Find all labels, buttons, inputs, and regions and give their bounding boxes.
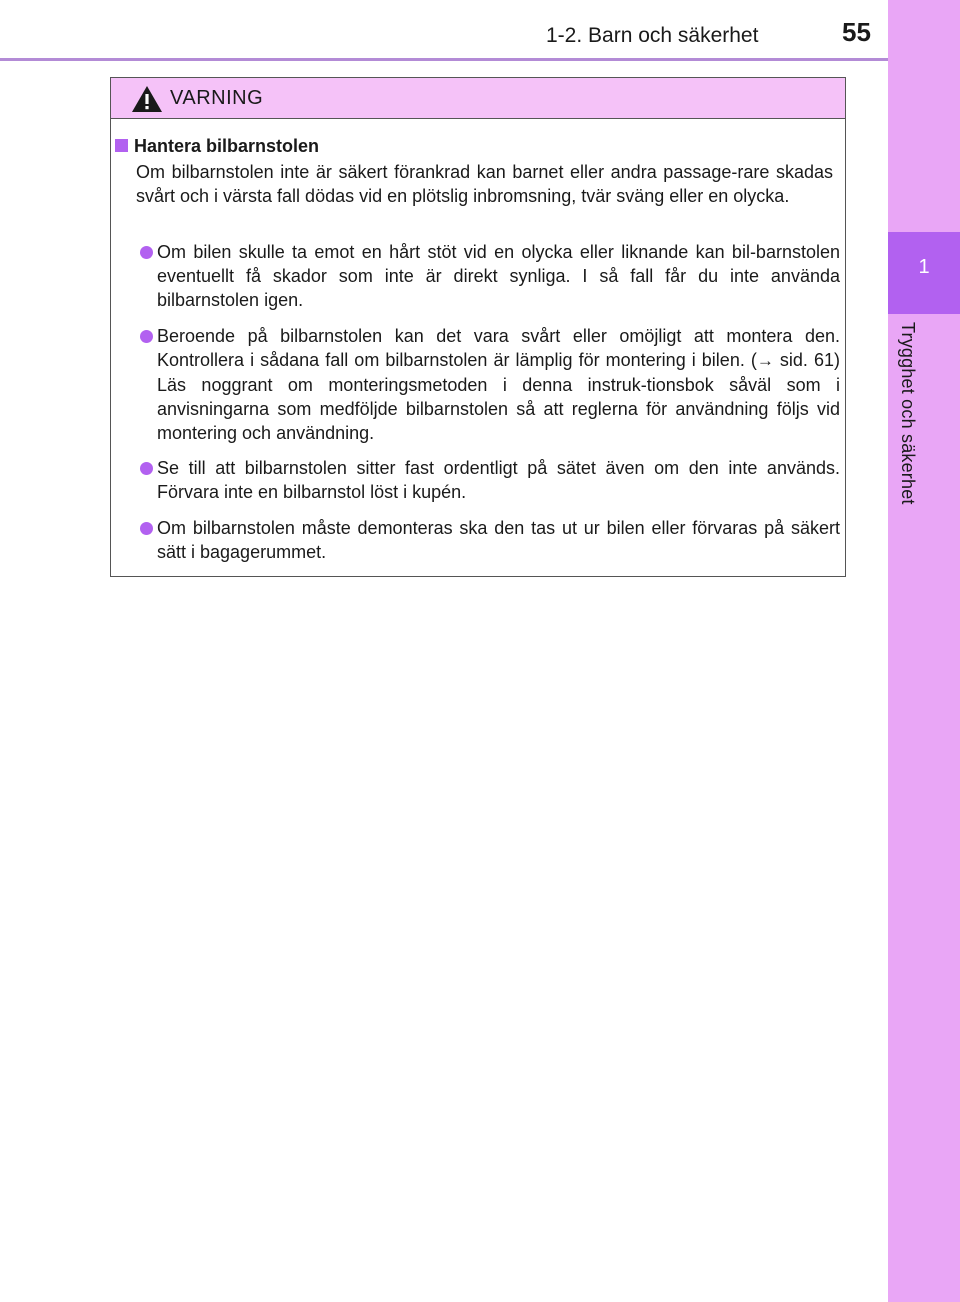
circle-bullet-icon	[140, 246, 153, 259]
circle-bullet-icon	[140, 330, 153, 343]
list-item-text: Se till att bilbarnstolen sitter fast ordentligt på sätet även om den inte används. Förvara inte en bilbarnstol löst i kupén.	[157, 458, 840, 502]
square-bullet-icon	[115, 139, 128, 152]
page-number: 55	[842, 17, 871, 47]
list-item-text: Om bilen skulle ta emot en hårt stöt vid en olycka eller liknande kan bil-barnstolen eventuellt få skador som inte är direkt synliga. I så fall får du inte använda bilbarnstolen igen.	[157, 242, 840, 310]
list-item-text: Om bilbarnstolen måste demonteras ska den tas ut ur bilen eller förvaras på säkert sätt i bagagerummet.	[157, 518, 840, 562]
chapter-title: Trygghet och säkerhet	[898, 322, 918, 505]
list-item-text: Beroende på bilbarnstolen kan det vara svårt eller omöjligt att montera den. Kontrollera i sådana fall om bilbarnstolen är lämplig för montering i bilen. (→ sid. 61) Läs noggrant om monteringsmetoden i denna instruk-tionsbok såväl som i anvisningarna som medföljde bilbarnstolen så att reglerna för användning följs vid montering och användning.	[157, 326, 840, 443]
section-heading	[115, 136, 319, 157]
circle-bullet-icon	[140, 522, 153, 535]
circle-bullet-icon	[140, 462, 153, 475]
chapter-number: 1	[918, 256, 930, 278]
header-divider	[0, 58, 888, 61]
running-header-section: 1-2. Barn och säkerhet	[546, 24, 759, 47]
warning-title: VARNING	[170, 87, 264, 109]
warning-triangle-icon	[131, 85, 163, 113]
warning-box	[110, 77, 846, 577]
arrow-right-icon: →	[756, 351, 774, 370]
chapter-number-block	[888, 232, 960, 314]
intro-paragraph: Om bilbarnstolen inte är säkert förankrad kan barnet eller andra passage-rare skadas svårt och i värsta fall dödas vid en plötslig inbromsning, tvär sväng eller en olycka.	[136, 162, 833, 206]
warning-header	[111, 78, 845, 119]
section-heading-text: Hantera bilbarnstolen	[134, 136, 320, 156]
chapter-side-tab	[888, 0, 960, 1302]
